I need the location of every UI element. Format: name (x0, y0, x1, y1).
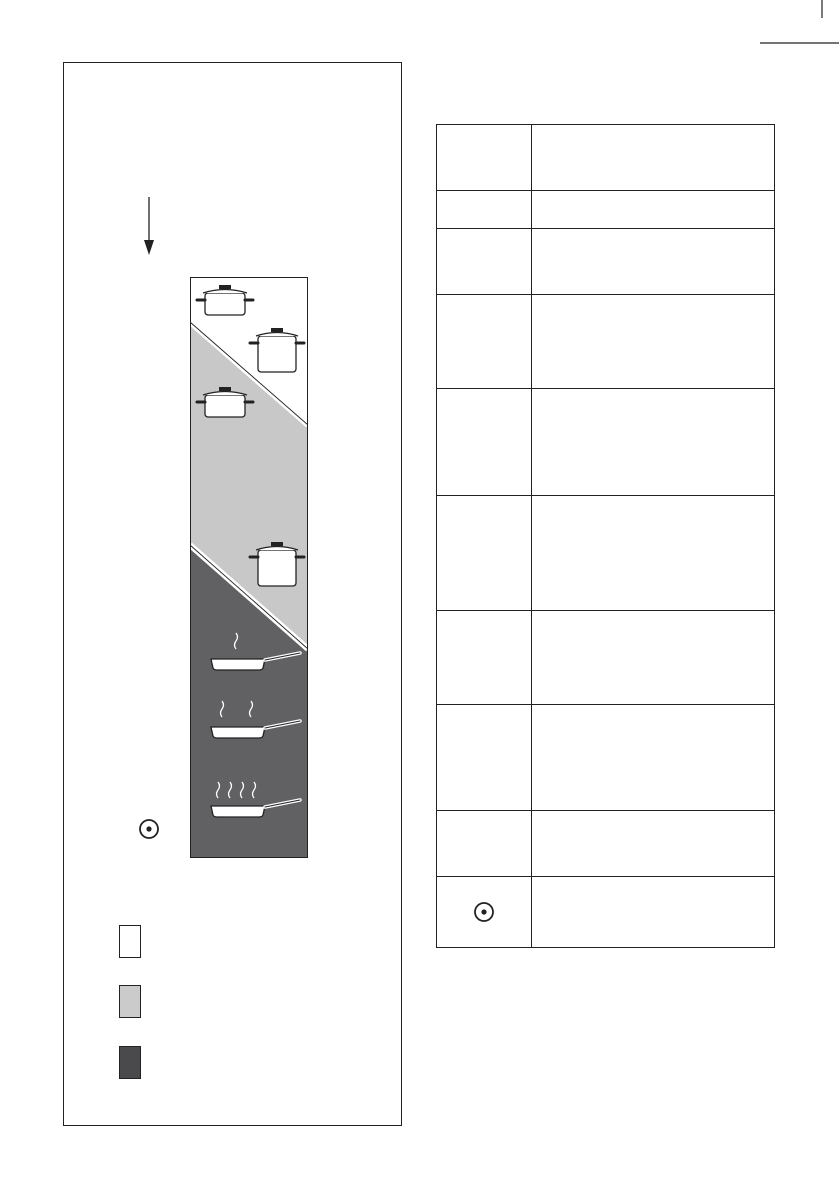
table-cell-level (437, 611, 532, 705)
cooking-zone-strip (190, 277, 310, 859)
table-row (437, 811, 775, 877)
legend-swatch-light-grey (119, 985, 141, 1018)
table-cell-description (532, 229, 775, 295)
table-row (437, 125, 775, 191)
table-cell-level (437, 811, 532, 877)
table-cell-description (532, 811, 775, 877)
table-cell-description (532, 877, 775, 948)
down-arrow-icon (140, 196, 160, 258)
table-row (437, 496, 775, 611)
circled-dot-icon (471, 899, 497, 925)
circled-dot-icon (136, 816, 162, 842)
table-cell-description (532, 125, 775, 191)
table-cell-level (437, 295, 532, 389)
table-cell-description (532, 611, 775, 705)
table-cell-booster (437, 877, 532, 948)
table-cell-level (437, 191, 532, 229)
table-row (437, 389, 775, 496)
table-row (437, 877, 775, 948)
table-cell-level (437, 229, 532, 295)
table-cell-level (437, 389, 532, 496)
table-row (437, 191, 775, 229)
table-row (437, 229, 775, 295)
table-cell-description (532, 295, 775, 389)
table-cell-level (437, 705, 532, 811)
legend-swatch-dark-grey (119, 1046, 141, 1079)
table-cell-level (437, 496, 532, 611)
table-row (437, 611, 775, 705)
table-cell-description (532, 705, 775, 811)
legend-swatch-white (119, 925, 141, 958)
table-cell-description (532, 191, 775, 229)
power-settings-table (436, 124, 775, 948)
table-row (437, 295, 775, 389)
table-cell-level (437, 125, 532, 191)
table-cell-description (532, 389, 775, 496)
table-cell-description (532, 496, 775, 611)
table-row (437, 705, 775, 811)
crop-mark (760, 0, 839, 50)
